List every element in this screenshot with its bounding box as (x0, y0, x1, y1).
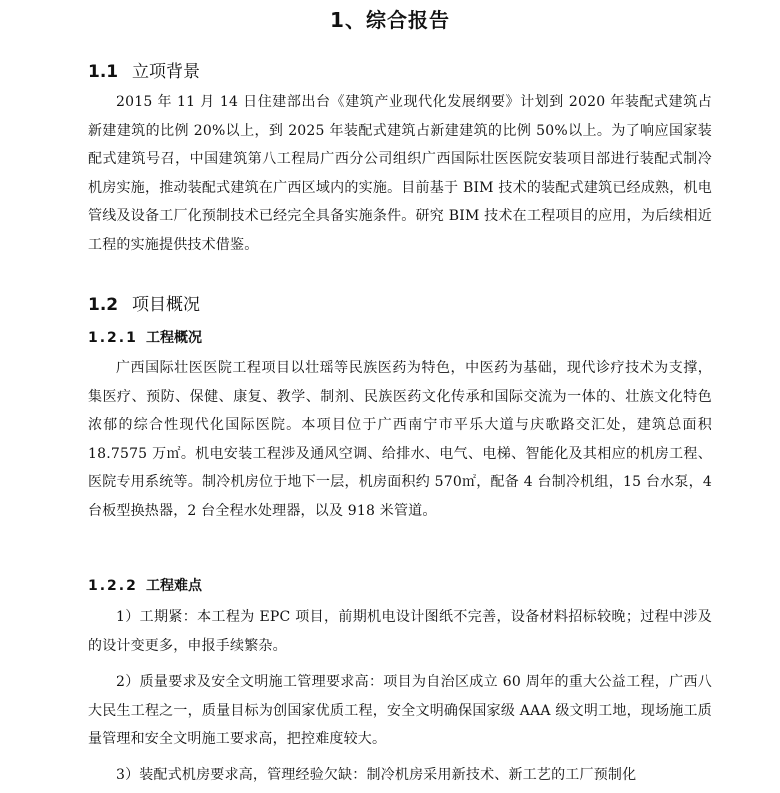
section-title: 立项背景 (132, 62, 200, 82)
subsection-title: 工程概况 (146, 330, 202, 346)
subsection-number: 1.2.1 (88, 330, 138, 346)
subsection-heading-1-2-2 (88, 575, 202, 597)
section-number: 1.2 (88, 295, 119, 315)
difficulty-item-3: 3）装配式机房要求高，管理经验欠缺：制冷机房采用新技术、新工艺的工厂预制化 (116, 767, 637, 783)
section-1-2-1-paragraph: 广西国际壮医医院工程项目以壮瑶等民族医药为特色，中医药为基础，现代诊疗技术为支撑，集医疗、预防、保健、康复、教学、制剂、民族医药文化传承和国际交流为一体的、壮族文化特色浓郁的综合性现代化国际医院。本项目位于广西南宁市平乐大道与庆歌路交汇处，建筑总面积 18.7575 万㎡。机电安装工程涉及通风空调、给排水、电气、电梯、智能化及其相应的机房工程、医院专用系统等。制冷机房位于地下一层，机房面积约 570㎡，配备 4 台制冷机组，15 台水泵，4 台板型换热器，2 台全程水处理器，以及 918 米管道。 (88, 360, 712, 519)
subsection-number: 1.2.2 (88, 578, 138, 594)
subsection-title: 工程难点 (146, 578, 202, 594)
difficulty-item-1: 1）工期紧：本工程为 EPC 项目，前期机电设计图纸不完善，设备材料招标较晚；过程中涉及的设计变更多，申报手续繁杂。 (88, 609, 712, 654)
section-title: 项目概况 (132, 295, 200, 315)
difficulty-item-2: 2）质量要求及安全文明施工管理要求高：项目为自治区成立 60 周年的重大公益工程，广西八大民生工程之一，质量目标为创国家优质工程，安全文明确保国家级 AAA 级文明工地，现场施工质量管理和安全文明施工要求高，把控难度较大。 (88, 674, 712, 748)
document-title: 1、综合报告 (330, 8, 450, 32)
section-heading-1-1 (88, 60, 200, 84)
section-heading-1-2 (88, 293, 200, 317)
subsection-heading-1-2-1 (88, 327, 202, 349)
section-1-1-paragraph: 2015 年 11 月 14 日住建部出台《建筑产业现代化发展纲要》计划到 2020 年装配式建筑占新建建筑的比例 20%以上，到 2025 年装配式建筑占新建建筑的比例 50%以上。为了响应国家装配式建筑号召，中国建筑第八工程局广西分公司组织广西国际壮医医院安装项目部进行装配式制冷机房实施，推动装配式建筑在广西区域内的实施。目前基于 BIM 技术的装配式建筑已经成熟，机电管线及设备工厂化预制技术已经完全具备实施条件。研究 BIM 技术在工程项目的应用，为后续相近工程的实施提供技术借鉴。 (88, 94, 712, 253)
section-number: 1.1 (88, 62, 119, 82)
